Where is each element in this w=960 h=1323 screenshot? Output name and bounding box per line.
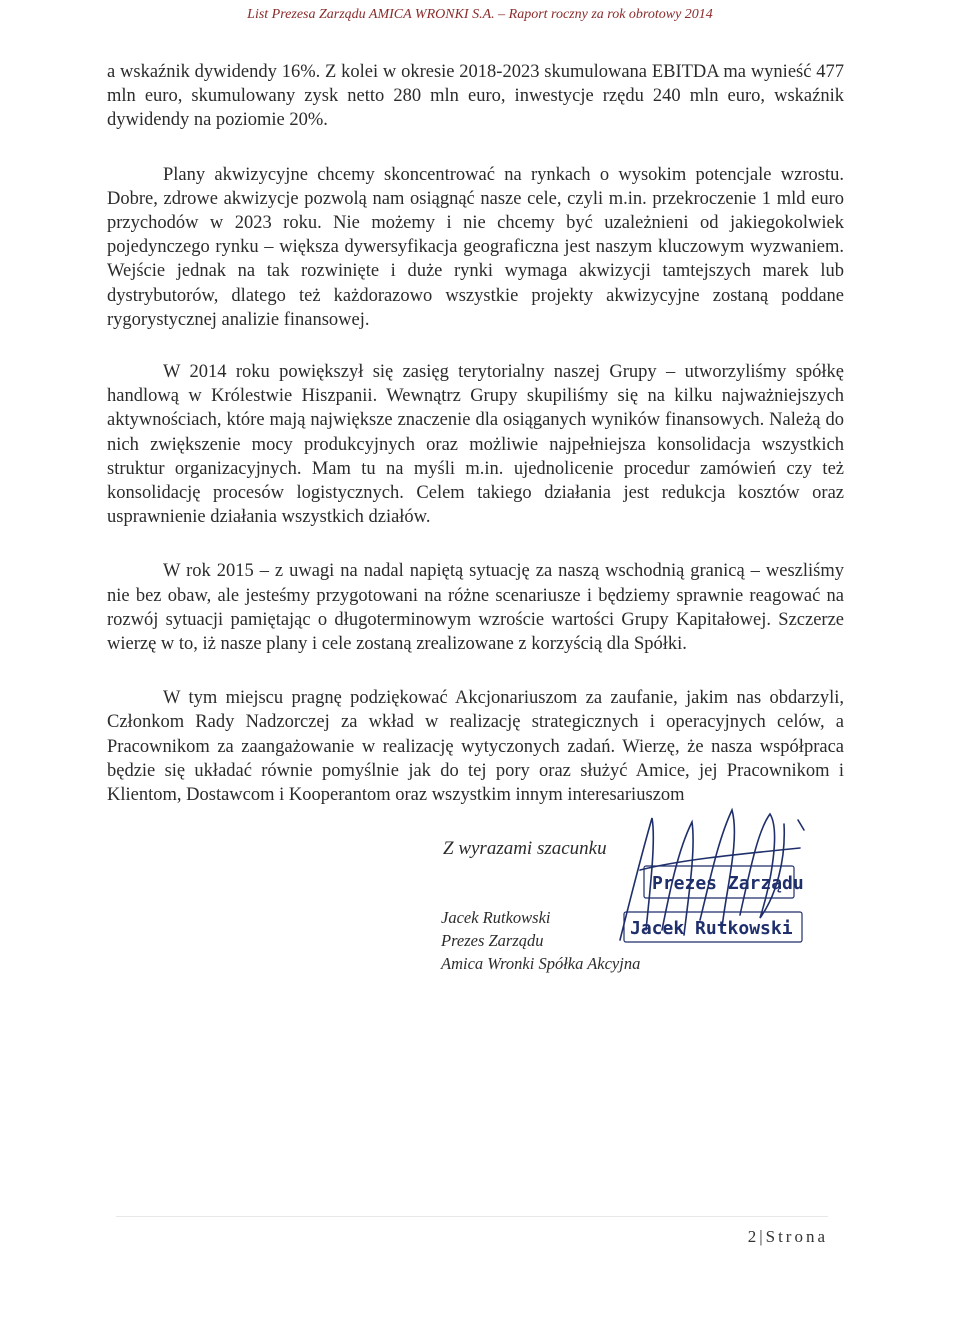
letter-body <box>107 60 844 807</box>
paragraph-2015-outlook: W rok 2015 – z uwagi na nadal napiętą sytuację za naszą wschodnią granicą – weszliśmy nie bez obaw, ale jesteśmy przygotowani na różne scenariusze i będziemy sprawnie reagować na rozwój sytuacji pamiętając o długoterminowym wzroście wartości Grupy Kapitałowej. Szczerze wierzę w to, iż nasze plany i cele zostaną zrealizowane z korzyścią dla Spółki. <box>107 561 844 655</box>
paragraph-thanks: W tym miejscu pragnę podziękować Akcjonariuszom za zaufanie, jakim nas obdarzyli, Członkom Rady Nadzorczej za wkład w realizację strategicznych i operacyjnych celów, a Pracownikom za zaangażowanie w realizację wytyczonych zadań. Wierzę, że nasza współpraca będzie się układać równie pomyślnie jak do tej pory oraz służyć Amice, jej Pracownikom i Klientom, Dostawcom i Kooperantom oraz wszystkim innym interesariuszom <box>107 688 844 806</box>
handwritten-signature-stamp <box>600 800 820 950</box>
paragraph-2014-expansion: W 2014 roku powiększył się zasięg terytorialny naszej Grupy – utworzyliśmy spółkę handlową w Królestwie Hiszpanii. Wewnątrz Grupy skupiliśmy się na kilku najważniejszych aktywnościach, które mają największe znaczenie dla osiąganych wyników finansowych. Należą do nich zwiększenie mocy produkcyjnych oraz możliwie najpełniejsza konsolidacja wszystkich struktur organizacyjnych. Mam tu na myśli m.in. ujednolicenie procedur zamówień czy też konsolidację procesów logistycznych. Celem takiego działania jest redukcja kosztów oraz usprawnienie działania wszystkich działów. <box>107 362 844 528</box>
footer-divider <box>116 1216 828 1217</box>
footer-label: Strona <box>765 1227 828 1246</box>
page-footer <box>748 1227 828 1247</box>
stamp-name: Jacek Rutkowski <box>630 918 793 939</box>
closing-salutation: Z wyrazami szacunku <box>443 838 607 859</box>
stamp-title: Prezes Zarządu <box>652 873 804 894</box>
paragraph-acquisitions: Plany akwizycyjne chcemy skoncentrować na rynkach o wysokim potencjale wzrostu. Dobre, zdrowe akwizycje pozwolą nam osiągnąć nasze cele, czyli m.in. przekroczenie 1 mld euro przychodów w 2023 roku. Nie możemy i nie chcemy być uzależnieni od jakiegokolwiek pojedynczego rynku – większa dywersyfikacja geograficzna jest naszym kluczowym wyzwaniem. Wejście jednak na tak rozwinięte i duże rynki wymaga akwizycji tamtejszych marek lub dystrybutorów, dlatego też każdorazowo wszystkie projekty akwizycyjne zostaną poddane rygorystycznej analizie finansowej. <box>107 164 844 330</box>
page-number: 2 <box>747 1227 760 1246</box>
signatory-name: Jacek Rutkowski <box>441 908 551 927</box>
paragraph-dividend: a wskaźnik dywidendy 16%. Z kolei w okresie 2018-2023 skumulowana EBITDA ma wynieść 477 mln euro, skumulowany zysk netto 280 mln euro, inwestycje rzędu 240 mln euro, wskaźnik dywidendy na poziomie 20%. <box>107 62 844 131</box>
footer-separator: | <box>759 1227 766 1246</box>
page-header: List Prezesa Zarządu AMICA WRONKI S.A. – Raport roczny za rok obrotowy 2014 <box>247 7 713 22</box>
signatory-company: Amica Wronki Spółka Akcyjna <box>441 954 641 973</box>
signatory-title: Prezes Zarządu <box>441 931 544 950</box>
